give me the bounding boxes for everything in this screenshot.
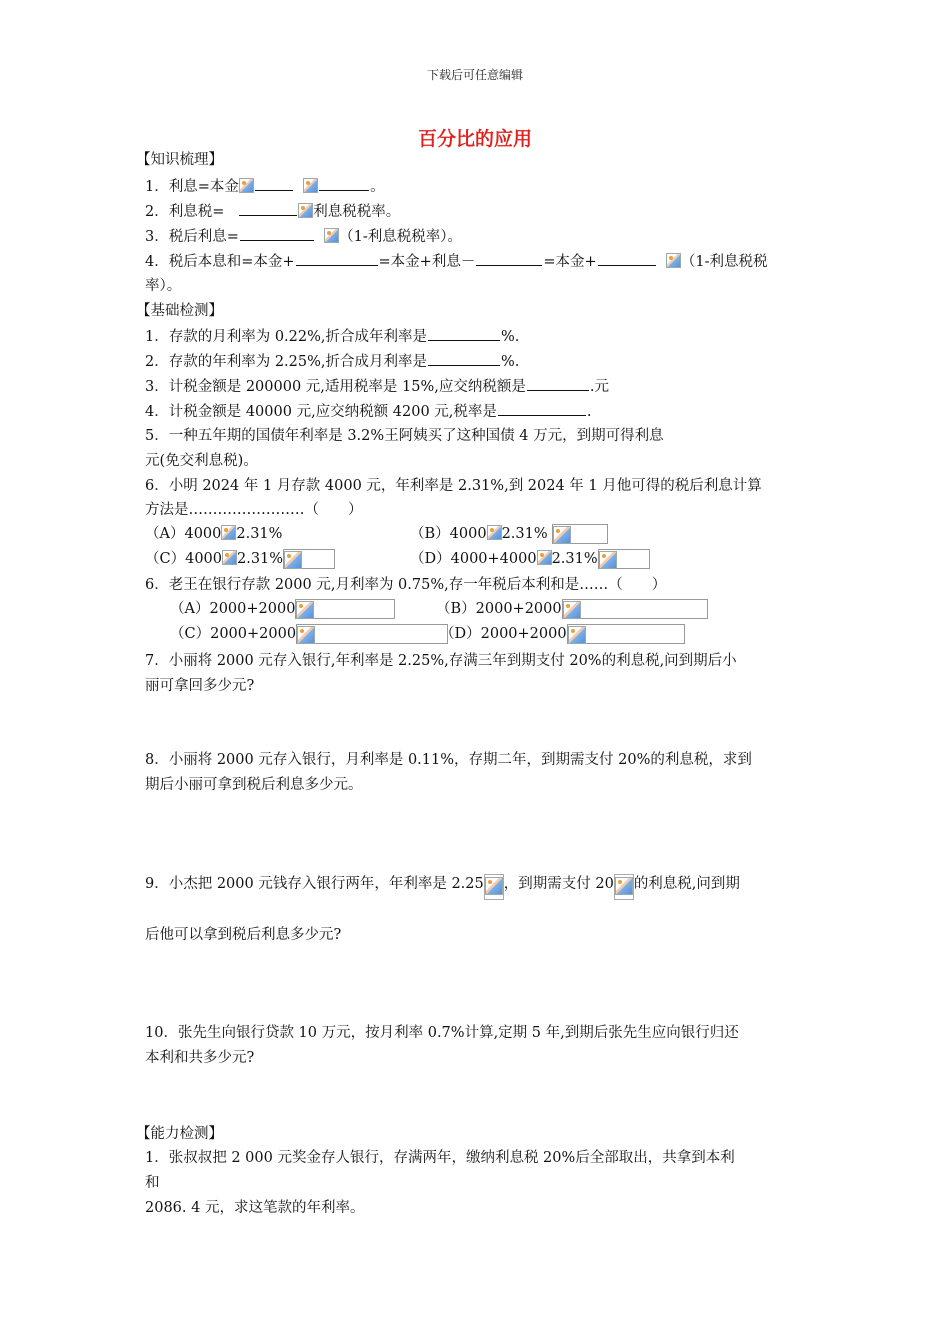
basic-q9-cont: 后他可以拿到税后利息多少元? [145,927,342,943]
image-placeholder-icon [537,550,552,565]
section-basic: 【基础检测】 [136,303,223,319]
knowledge-item-3: 3．税后利息= （1-利息税税率）。 [145,226,462,247]
image-placeholder-icon [298,203,313,218]
ability-q1-cont2: 2086. 4 元，求这笔款的年利率。 [145,1200,365,1216]
basic-q5-cont: 元(免交利息税)。 [145,453,258,469]
ability-q1: 1．张叔叔把 2 000 元奖金存人银行，存满两年，缴纳利息税 20%后全部取出，共拿到本利 [145,1150,735,1166]
basic-q10-cont: 本利和共多少元? [145,1050,255,1066]
ability-q1-cont: 和 [145,1175,160,1191]
image-placeholder-icon [615,877,633,895]
knowledge-item-4: 4．税后本息和=本金+ =本金+利息－ =本金+ （1-利息税税 [145,251,768,272]
page-header: 下载后可任意编辑 [426,68,523,82]
image-placeholder-icon [222,550,237,565]
q6-option-b: （B）2000+2000 [436,599,708,619]
knowledge-item-4-cont: 率）。 [145,278,182,294]
basic-q8: 8．小丽将 2000 元存入银行，月利率是 0.11%，存期二年，到期需支付 20%的利息税，求到 [145,752,752,768]
basic-q5: 5．一种五年期的国债年利率是 3.2%王阿姨买了这种国债 4 万元，到期可得利息 [145,428,664,444]
image-placeholder-icon [221,525,236,540]
image-placeholder-icon [666,253,681,268]
image-placeholder-icon [239,178,254,193]
basic-q7-cont: 丽可拿回多少元? [145,678,255,694]
basic-q1: 1．存款的月利率为 0.22%,折合成年利率是 %. [145,326,519,347]
image-placeholder-icon [297,626,315,644]
image-placeholder-icon [296,601,314,619]
image-placeholder-icon [568,626,586,644]
image-placeholder-icon [553,526,571,544]
image-placeholder-icon [487,525,502,540]
q6-option-c: （C）2000+2000 [170,624,448,644]
basic-q2: 2．存款的年利率为 2.25%,折合成月利率是 %. [145,351,519,372]
option-c: （C）4000 2.31% [145,549,335,569]
option-b: （B）4000 2.31% [410,524,608,544]
basic-q4: 4．计税金额是 40000 元,应交纳税额 4200 元,税率是 . [145,401,592,422]
basic-q3: 3．计税金额是 200000 元,适用税率是 15%,应交纳税额是 .元 [145,376,609,397]
image-placeholder-icon [485,877,503,895]
image-placeholder-icon [563,601,581,619]
basic-q10: 10．张先生向银行贷款 10 万元，按月利率 0.7%计算,定期 5 年,到期后张先生应向银行归还 [145,1025,739,1041]
image-placeholder-icon [303,178,318,193]
image-placeholder-icon [599,551,617,569]
basic-q7: 7．小丽将 2000 元存入银行,年利率是 2.25%,存满三年到期支付 20%的利息税,问到期后小 [145,653,737,669]
option-a: （A）4000 2.31% [145,526,283,542]
page-title: 百分比的应用 [417,128,532,150]
image-placeholder-icon [324,228,339,243]
option-d: （D）4000+4000 2.31% [410,549,650,569]
image-placeholder-icon [284,551,302,569]
q6-option-a: （A）2000+2000 [170,599,395,619]
q6-option-d: （D）2000+2000 [440,624,685,644]
basic-q9: 9．小杰把 2000 元钱存入银行两年，年利率是 2.25 ，到期需支付 20 的利息税,问到期 [145,874,740,900]
section-knowledge: 【知识梳理】 [136,152,223,168]
basic-q6b: 6．老王在银行存款 2000 元,月利率为 0.75%,存一年税后本利和是……（ ） [145,577,667,593]
knowledge-item-1: 1．利息=本金 。 [145,176,385,197]
basic-q6-cont: 方法是……………………（ ） [145,502,363,518]
basic-q6: 6．小明 2024 年 1 月存款 4000 元，年利率是 2.31%,到 2024 年 1 月他可得的税后利息计算 [145,478,762,494]
section-ability: 【能力检测】 [136,1126,223,1142]
knowledge-item-2: 2．利息税= 利息税税率。 [145,201,400,222]
basic-q8-cont: 期后小丽可拿到税后利息多少元。 [145,777,363,793]
